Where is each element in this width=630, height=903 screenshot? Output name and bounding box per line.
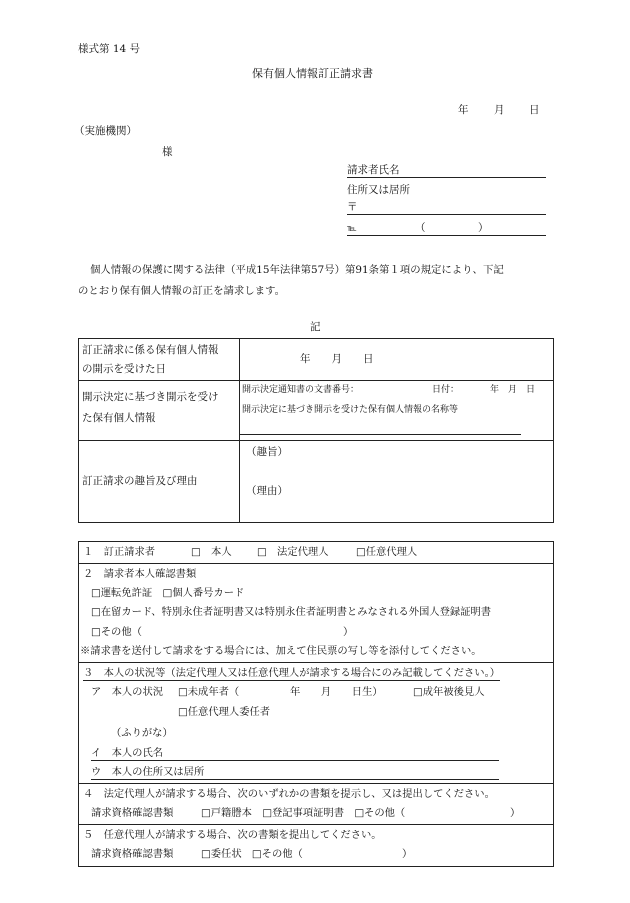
option-legal-agent[interactable]: □ 法定代理人: [257, 546, 329, 558]
requester-info-table: [78, 541, 554, 867]
form-number: 様式第 14 号: [78, 43, 141, 55]
requester-address-label: 住所又は居所: [347, 184, 410, 196]
purpose-reason-row: [79, 441, 553, 522]
purpose-reason-label: [79, 441, 240, 522]
correction-details-table: [78, 338, 554, 523]
minor-birthdate: 年 月 日生）: [290, 686, 383, 698]
id-documents-note: ※請求書を送付して請求をする場合には、加えて住民票の写し等を添付してください。: [80, 645, 482, 657]
voluntary-agent-docs-title: ５ 任意代理人が請求する場合、次の書類を提出してください。: [83, 829, 382, 841]
section-id-documents: [79, 564, 553, 663]
tel-field[interactable]: [347, 222, 546, 236]
intro-line-1: 個人情報の保護に関する法律（平成15年法律第57号）第91条第１項の規定により、下記: [90, 264, 504, 276]
section-principal-status: [79, 663, 553, 784]
section-requester-type: [79, 542, 553, 564]
label-line: た保有個人情報: [82, 412, 156, 424]
label-line: 訂正請求に係る保有個人情報: [82, 344, 219, 356]
id-documents-line-1[interactable]: □運転免許証 □個人番号カード: [91, 587, 245, 599]
legal-agent-docs-title: ４ 法定代理人が請求する場合、次のいずれかの書類を提示し、又は提出してください。: [83, 788, 495, 800]
postal-field[interactable]: [347, 201, 546, 215]
requester-name-field[interactable]: [347, 164, 546, 178]
option-voluntary-agent[interactable]: □任意代理人: [356, 546, 418, 558]
option-adult-ward[interactable]: □成年被後見人: [413, 686, 485, 698]
legal-agent-docs-options[interactable]: □戸籍謄本 □登記事項証明書 □その他（: [201, 807, 406, 819]
doc-date-value: 年 月 日: [490, 385, 536, 395]
principal-address-field[interactable]: [91, 766, 499, 780]
principal-status-title: ３ 本人の状況等（法定代理人又は任意代理人が請求する場合にのみ記載してください。）: [83, 667, 500, 681]
date-day: 日: [529, 104, 540, 116]
disclosed-info-row: [79, 381, 553, 441]
purpose-reason-field[interactable]: [240, 441, 553, 522]
legal-agent-docs-close: ）: [510, 807, 521, 819]
doc-date-label: 日付：: [432, 385, 460, 395]
honorific: 様: [162, 146, 173, 158]
option-self[interactable]: □ 本人: [191, 546, 232, 558]
tel-mark: ℡: [347, 224, 357, 234]
requester-name-label: 請求者氏名: [347, 164, 400, 176]
furigana-label: （ふりがな）: [111, 727, 173, 739]
id-documents-other[interactable]: □その他（: [91, 626, 142, 638]
disclosed-info-label: [79, 381, 240, 440]
purpose-label: （趣旨）: [246, 446, 288, 458]
principal-name-field[interactable]: [91, 747, 499, 761]
tel-paren: （ ）: [415, 222, 489, 234]
reason-label: （理由）: [246, 485, 288, 497]
disclosure-date-label: [79, 339, 240, 380]
section-legal-agent-docs: [79, 784, 553, 825]
option-minor[interactable]: □未成年者（: [178, 686, 240, 698]
voluntary-agent-docs-label: 請求資格確認書類: [91, 848, 174, 860]
label-line: 開示決定に基づき開示を受け: [82, 391, 219, 403]
voluntary-agent-docs-close: ）: [402, 848, 413, 860]
disclosed-info-underline: [240, 434, 521, 435]
id-documents-other-close: ）: [343, 626, 354, 638]
intro-line-2: のとおり保有個人情報の訂正を請求します。: [78, 285, 285, 297]
doc-number-label: 開示決定通知書の文書番号：: [242, 385, 360, 395]
label-line: 訂正請求の趣旨及び理由: [82, 475, 198, 487]
date-month: 月: [494, 104, 505, 116]
postal-mark: 〒: [347, 201, 358, 213]
disclosure-date-row: [79, 339, 553, 381]
option-principal[interactable]: □任意代理人委任者: [178, 706, 271, 718]
voluntary-agent-docs-options[interactable]: □委任状 □その他（: [201, 848, 303, 860]
disclosed-info-field[interactable]: [240, 381, 553, 440]
principal-address-label: ウ 本人の住所又は居所: [91, 766, 205, 778]
id-documents-title: ２ 請求者本人確認書類: [83, 568, 197, 580]
label-line: の開示を受けた日: [82, 363, 166, 375]
date-year: 年: [458, 104, 469, 116]
disclosure-date-value: 年 月 日: [300, 353, 374, 365]
principal-name-label: イ 本人の氏名: [91, 747, 164, 759]
id-documents-line-2[interactable]: □在留カード、特別永住者証明書又は特別永住者証明書とみなされる外国人登録証明書: [91, 606, 492, 618]
legal-agent-docs-label: 請求資格確認書類: [91, 807, 174, 819]
principal-status-label: ア 本人の状況: [91, 686, 164, 698]
page-title: 保有個人情報訂正請求書: [252, 67, 373, 80]
section-voluntary-agent-docs: [79, 825, 553, 866]
agency-label: （実施機関）: [74, 125, 137, 137]
disclosed-info-name-label: 開示決定に基づき開示を受けた保有個人情報の名称等: [242, 405, 459, 415]
disclosure-date-field[interactable]: [240, 339, 553, 380]
requester-type-label: １ 訂正請求者: [83, 546, 156, 558]
ki-heading: 記: [310, 321, 321, 333]
